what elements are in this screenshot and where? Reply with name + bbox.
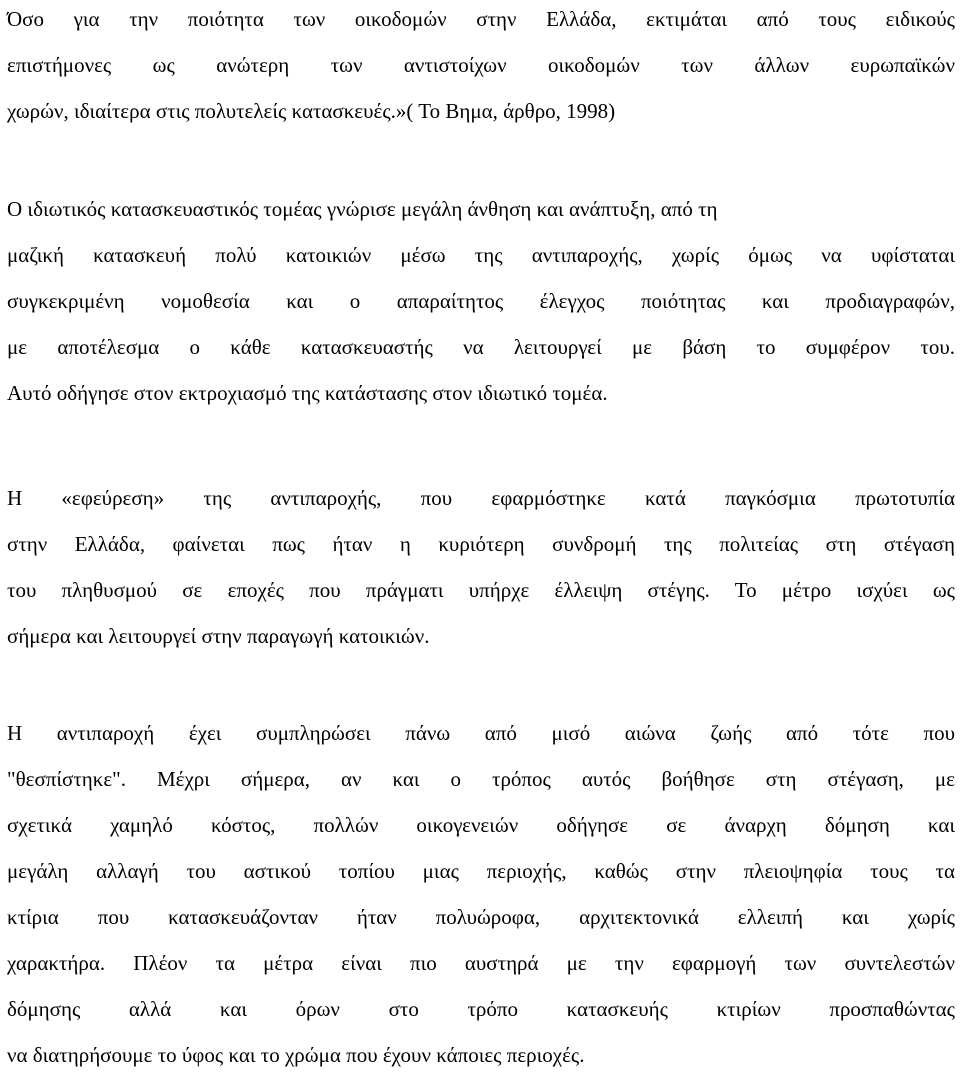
text-line: Αυτό οδήγησε στον εκτροχιασμό της κατάστασης στον ιδιωτικό τομέα. bbox=[7, 381, 608, 405]
paragraph-antiparochi-invention bbox=[7, 479, 955, 663]
text-line: να διατηρήσουμε το ύφος και το χρώμα που έχουν κάποιες περιοχές. bbox=[7, 1043, 585, 1067]
text-line: Όσο για την ποιότητα των οικοδομών στην Ελλάδα, εκτιμάται από τους ειδικούς bbox=[7, 7, 955, 31]
text-line: μεγάλη αλλαγή του αστικού τοπίου μιας περιοχής, καθώς στην πλειοψηφία τους τα bbox=[7, 859, 955, 883]
text-line: του πληθυσμού σε εποχές που πράγματι υπήρχε έλλειψη στέγης. Το μέτρο ισχύει ως bbox=[7, 578, 955, 602]
paragraph-quote-ending bbox=[7, 0, 955, 138]
text-line: σχετικά χαμηλό κόστος, πολλών οικογενειών οδήγησε σε άναρχη δόμηση και bbox=[7, 813, 955, 837]
text-line: κτίρια που κατασκευάζονταν ήταν πολυώροφα, αρχιτεκτονικά ελλειπή και χωρίς bbox=[7, 905, 955, 929]
text-line: δόμησης αλλά και όρων στο τρόπο κατασκευής κτιρίων προσπαθώντας bbox=[7, 997, 955, 1021]
paragraph-private-sector bbox=[7, 190, 955, 420]
text-line: επιστήμονες ως ανώτερη των αντιστοίχων οικοδομών των άλλων ευρωπαϊκών bbox=[7, 53, 955, 77]
paragraph-half-century bbox=[7, 714, 955, 1082]
text-line: Η «εφεύρεση» της αντιπαροχής, που εφαρμόστηκε κατά παγκόσμια πρωτοτυπία bbox=[7, 486, 955, 510]
text-line: Η αντιπαροχή έχει συμπληρώσει πάνω από μισό αιώνα ζωής από τότε που bbox=[7, 721, 955, 745]
text-line: χαρακτήρα. Πλέον τα μέτρα είναι πιο αυστηρά με την εφαρμογή των συντελεστών bbox=[7, 951, 955, 975]
text-line: σήμερα και λειτουργεί στην παραγωγή κατοικιών. bbox=[7, 624, 430, 648]
text-line: με αποτέλεσμα ο κάθε κατασκευαστής να λειτουργεί με βάση το συμφέρον του. bbox=[7, 335, 955, 359]
text-line: μαζική κατασκευή πολύ κατοικιών μέσω της αντιπαροχής, χωρίς όμως να υφίσταται bbox=[7, 243, 955, 267]
text-line: στην Ελλάδα, φαίνεται πως ήταν η κυριότερη συνδρομή της πολιτείας στη στέγαση bbox=[7, 532, 955, 556]
text-line: χωρών, ιδιαίτερα στις πολυτελείς κατασκευές.»( Το Βημα, άρθρο, 1998) bbox=[7, 99, 616, 123]
text-line: συγκεκριμένη νομοθεσία και ο απαραίτητος έλεγχος ποιότητας και προδιαγραφών, bbox=[7, 289, 955, 313]
text-line: "θεσπίστηκε". Μέχρι σήμερα, αν και ο τρόπος αυτός βοήθησε στη στέγαση, με bbox=[7, 767, 955, 791]
text-line: Ο ιδιωτικός κατασκευαστικός τομέας γνώρισε μεγάλη άνθηση και ανάπτυξη, από τη bbox=[7, 197, 718, 221]
